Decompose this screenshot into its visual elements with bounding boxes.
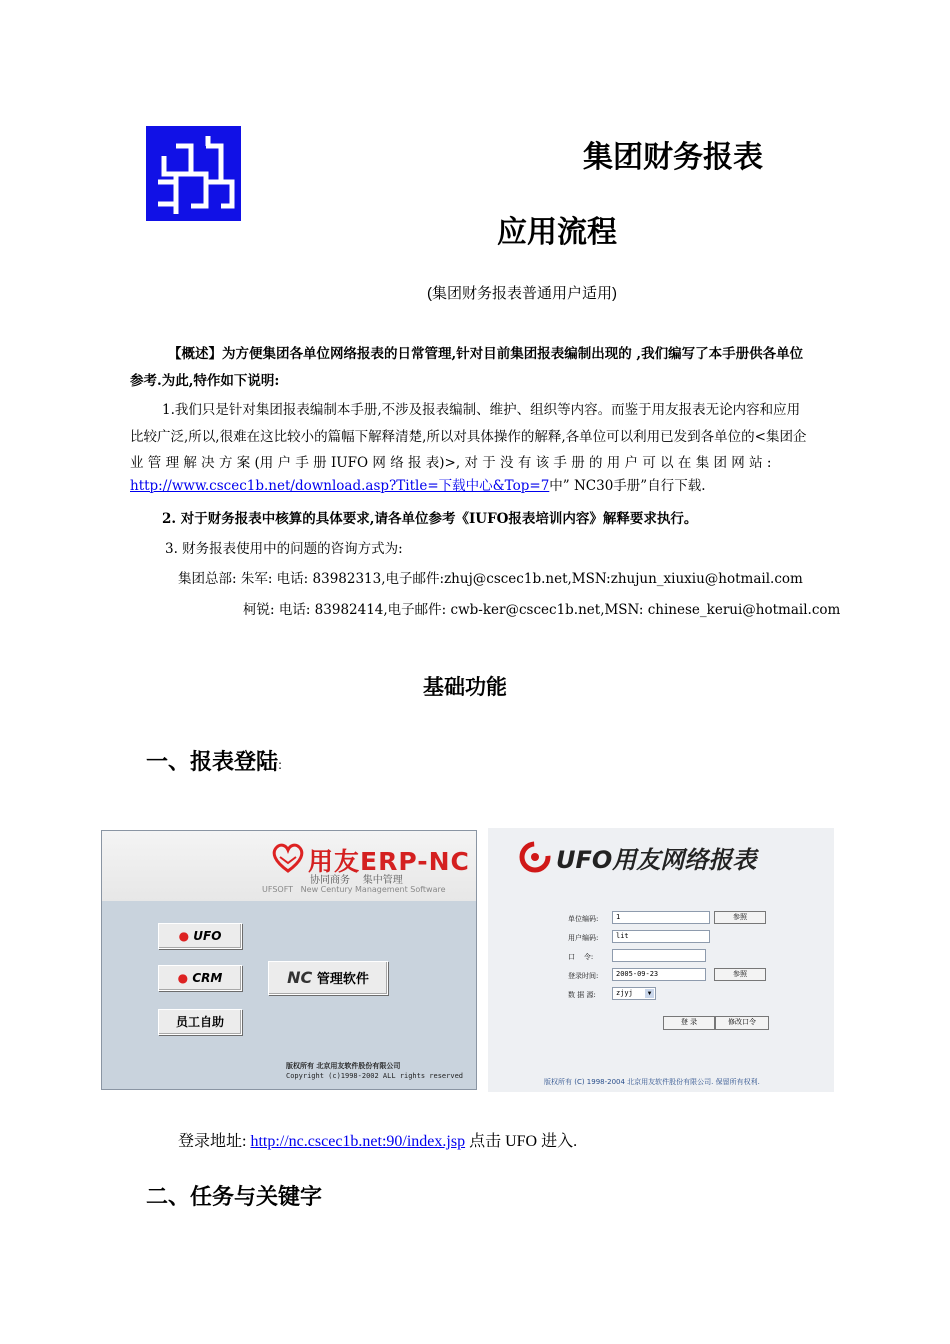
section1-heading-text: 一、报表登陆	[146, 750, 279, 775]
erp-copyright-cn: 版权所有 北京用友软件股份有限公司	[286, 1062, 401, 1070]
login-button[interactable]: 登 录	[663, 1016, 715, 1030]
login-time-label: 登录时间:	[568, 972, 599, 980]
item3: 3. 财务报表使用中的问题的咨询方式为:	[165, 541, 403, 557]
login-time-input[interactable]: 2005-09-23	[612, 968, 706, 981]
change-password-button[interactable]: 修改口令	[715, 1016, 769, 1030]
crm-button[interactable]	[158, 965, 242, 991]
data-source-label: 数 据 源:	[568, 991, 596, 999]
ufo-brand: UFO用友网络报表	[556, 846, 757, 874]
overview-line1: 【概述】为方便集团各单位网络报表的日常管理,针对目前集团报表编制出现的 ,我们编写了本手册供各单位	[168, 346, 804, 362]
ufo-button[interactable]	[158, 923, 242, 949]
item1-line4	[130, 473, 706, 500]
password-label: 口 令:	[568, 953, 594, 961]
ufo-logo-icon: ●	[178, 929, 190, 943]
section1-heading-colon: :	[278, 758, 283, 772]
nc-logo-icon: NC	[287, 968, 313, 987]
time-ref-button[interactable]: 参照	[714, 968, 766, 981]
item1-line2: 比较广泛,所以,很难在这比较小的篇幅下解释清楚,所以对具体操作的解释,各单位可以利用已发到各单位的<集团企	[130, 429, 807, 445]
ufo-footer: 版权所有 (C) 1998-2004 北京用友软件股份有限公司. 保留所有权利.	[544, 1078, 760, 1086]
data-source-value: zjyj	[616, 989, 633, 997]
password-input[interactable]	[612, 949, 706, 962]
unit-ref-button[interactable]: 参照	[714, 911, 766, 924]
erp-tagline: 协同商务 集中管理	[310, 875, 403, 886]
login-address-suffix: 点击 UFO 进入.	[469, 1133, 578, 1150]
chevron-down-icon[interactable]: ▼	[645, 989, 654, 998]
document-title-line2: 应用流程	[497, 215, 617, 250]
document-title-line1: 集团财务报表	[583, 140, 763, 175]
unit-code-label: 单位编码:	[568, 915, 599, 923]
login-address-link[interactable]: http://nc.cscec1b.net:90/index.jsp	[250, 1133, 466, 1150]
nc-button-label: 管理软件	[316, 972, 369, 987]
section1-heading	[146, 745, 282, 776]
staff-self-service-button[interactable]: 员工自助	[158, 1009, 242, 1035]
crm-button-label: CRM	[192, 971, 223, 985]
user-code-input[interactable]: lit	[612, 930, 710, 943]
overview-line2: 参考.为此,特作如下说明:	[130, 373, 280, 389]
ufo-login-screenshot	[488, 828, 834, 1092]
nc-management-button[interactable]	[268, 961, 388, 995]
crm-logo-icon: ●	[177, 971, 189, 985]
heart-logo-icon	[270, 843, 306, 873]
item2: 2. 对于财务报表中核算的具体要求,请各单位参考《IUFO报表培训内容》解释要求执行。	[162, 511, 698, 527]
section-title: 基础功能	[423, 675, 507, 699]
contact-2: 柯锐: 电话: 83982414,电子邮件: cwb-ker@cscec1b.net,MSN: chinese_kerui@hotmail.com	[243, 602, 841, 618]
cscec-logo-mark	[146, 126, 241, 221]
data-source-select[interactable]	[612, 987, 656, 1000]
item1-line3: 业 管 理 解 决 方 案 (用 户 手 册 IUFO 网 络 报 表)>, 对 于 没 有 该 手 册 的 用 户 可 以 在 集 团 网 站 :	[130, 455, 772, 471]
erp-subtitle: UFSOFT New Century Management Software	[262, 885, 446, 894]
contact-1: 集团总部: 朱军: 电话: 83982313,电子邮件:zhuj@cscec1b.net,MSN:zhujun_xiuxiu@hotmail.com	[178, 571, 803, 587]
login-address-line	[178, 1128, 577, 1151]
ufo-swirl-icon	[518, 840, 552, 874]
item1-line1: 1.我们只是针对集团报表编制本手册,不涉及报表编制、维护、组织等内容。而鉴于用友报表无论内容和应用	[162, 402, 801, 418]
section2-heading: 二、任务与关键字	[146, 1185, 323, 1210]
cscec-logo	[146, 126, 241, 221]
download-link[interactable]: http://www.cscec1b.net/download.asp?Title=下载中心&Top=7	[130, 478, 550, 494]
erp-nc-screenshot	[101, 830, 477, 1090]
erp-copyright-en: Copyright (c)1998-2002 ALL rights reserved	[286, 1072, 464, 1080]
item1-tail: 中” NC30手册”自行下载.	[549, 478, 706, 494]
login-address-prefix: 登录地址:	[178, 1133, 247, 1150]
ufo-button-label: UFO	[193, 929, 222, 943]
user-code-label: 用户编码:	[568, 934, 599, 942]
document-subtitle: (集团财务报表普通用户适用)	[427, 285, 617, 302]
unit-code-input[interactable]: 1	[612, 911, 710, 924]
erp-brand: 用友ERP-NC	[308, 847, 470, 876]
